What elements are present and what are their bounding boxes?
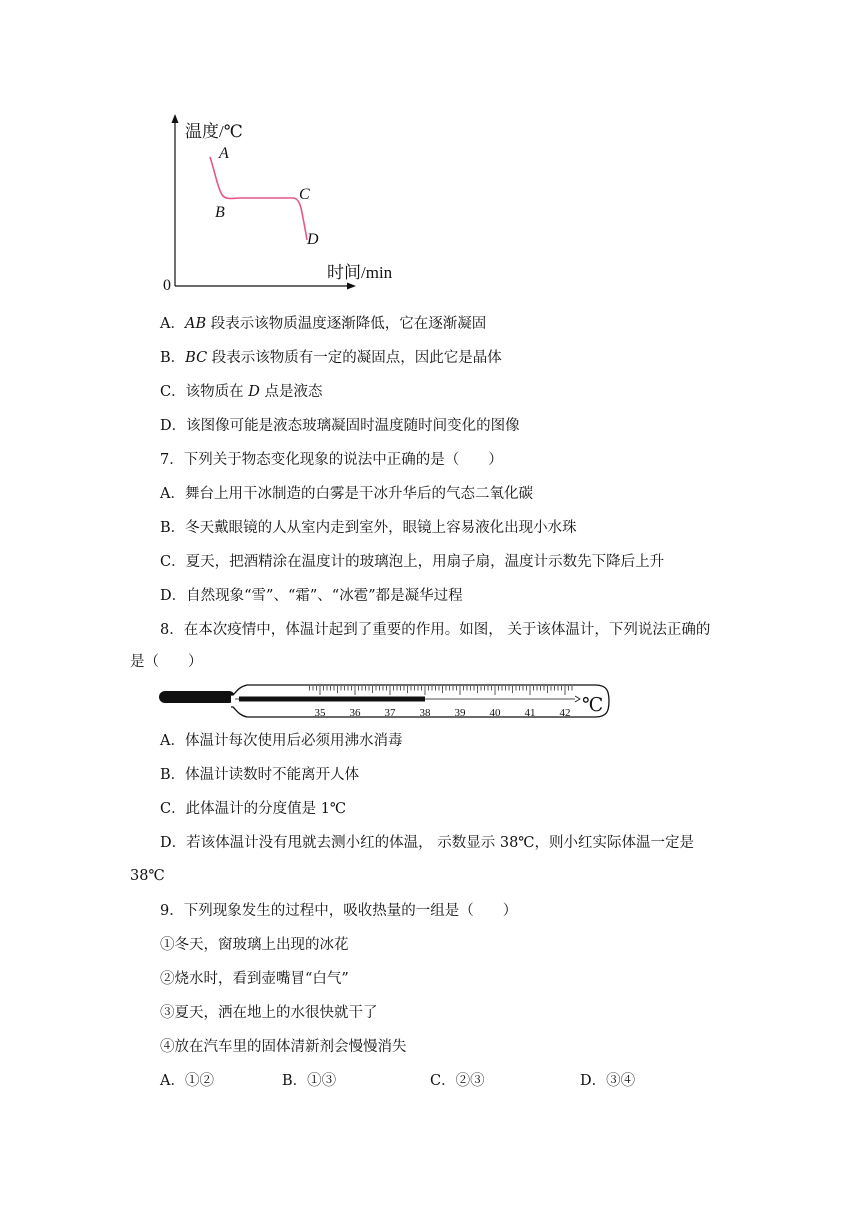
q6-option-a bbox=[160, 314, 486, 334]
temperature-time-graph bbox=[155, 110, 415, 300]
q7-stem: 7．下列关于物态变化现象的说法中正确的是（ ） bbox=[160, 452, 503, 468]
q9-stem: 9．下列现象发生的过程中，吸收热量的一组是（ ） bbox=[160, 903, 518, 919]
q9-item-4: ④放在汽车里的固体清新剂会慢慢消失 bbox=[160, 1039, 407, 1055]
tick-label-35: 35 bbox=[314, 707, 326, 719]
q8-option-b: B．体温计读数时不能离开人体 bbox=[160, 767, 360, 783]
q6-option-a-italic: AB bbox=[184, 316, 207, 332]
q8-option-c: C．此体温计的分度值是 1℃ bbox=[160, 801, 347, 817]
point-d-label: D bbox=[307, 231, 319, 248]
x-axis-arrow bbox=[347, 283, 356, 290]
cooling-curve bbox=[210, 157, 307, 240]
q6-option-c-italic: D bbox=[248, 384, 260, 400]
tick-label-41: 41 bbox=[524, 707, 536, 719]
point-b-label: B bbox=[215, 204, 225, 221]
q7-option-c: C．夏天，把酒精涂在温度计的玻璃泡上，用扇子扇，温度计示数先下降后上升 bbox=[160, 554, 665, 570]
q6-option-d-prefix: D． bbox=[160, 418, 187, 434]
q6-option-a-prefix: A． bbox=[160, 316, 185, 332]
q8-option-a: A．体温计每次使用后必须用沸水消毒 bbox=[160, 733, 403, 749]
q6-option-a-text: 段表示该物质温度逐渐降低，它在逐渐凝固 bbox=[206, 316, 487, 332]
thermometer-bulb bbox=[159, 691, 235, 703]
q6-option-c bbox=[160, 382, 322, 402]
mercury-column bbox=[239, 697, 425, 702]
clinical-thermometer bbox=[155, 681, 615, 723]
q6-option-d bbox=[160, 416, 520, 436]
q7-option-d: D．自然现象“雪”、“霜”、“冰雹”都是凝华过程 bbox=[160, 588, 463, 604]
q6-option-d-text: 该图像可能是液态玻璃凝固时温度随时间变化的图像 bbox=[186, 418, 520, 434]
q6-option-c-prefix: C．该物质在 bbox=[160, 384, 249, 400]
q8-option-d: D．若该体温计没有甩就去测小红的体温， 示数显示 38℃，则小红实际体温一定是 bbox=[160, 835, 695, 851]
tick-label-39: 39 bbox=[454, 707, 466, 719]
q7-option-a: A．舞台上用干冰制造的白雾是干冰升华后的气态二氧化碳 bbox=[160, 486, 533, 502]
q9-item-2: ②烧水时，看到壶嘴冒“白气” bbox=[160, 971, 349, 987]
tick-label-37: 37 bbox=[384, 707, 396, 719]
x-axis-label: 时间/min bbox=[327, 263, 393, 282]
q8-option-d-wrap: 38℃ bbox=[130, 868, 165, 884]
q9-option-b: B．①③ bbox=[282, 1073, 337, 1089]
q6-option-b-text: 段表示该物质有一定的凝固点，因此它是晶体 bbox=[207, 350, 502, 366]
q6-option-b bbox=[160, 348, 502, 368]
tick-label-36: 36 bbox=[349, 707, 361, 719]
q9-item-3: ③夏天，洒在地上的水很快就干了 bbox=[160, 1005, 378, 1021]
tick-label-38: 38 bbox=[419, 707, 431, 719]
origin-label: 0 bbox=[163, 277, 171, 294]
q6-option-b-prefix: B． bbox=[160, 350, 186, 366]
q9-option-d: D．③④ bbox=[580, 1073, 636, 1089]
q8-stem-line1: 8．在本次疫情中，体温计起到了重要的作用。如图， 关于该体温计，下列说法正确的 bbox=[160, 622, 711, 638]
q6-option-b-italic: BC bbox=[185, 350, 208, 366]
q8-stem-line2: 是（ ） bbox=[130, 654, 203, 670]
y-axis-arrow bbox=[172, 114, 179, 123]
q9-option-a: A．①② bbox=[160, 1073, 214, 1089]
tick-label-40: 40 bbox=[489, 707, 501, 719]
q7-option-b: B．冬天戴眼镜的人从室内走到室外，眼镜上容易液化出现小水珠 bbox=[160, 520, 577, 536]
q9-item-1: ①冬天，窗玻璃上出现的冰花 bbox=[160, 937, 349, 953]
unit-label: ℃ bbox=[582, 695, 604, 716]
tick-label-42: 42 bbox=[559, 707, 571, 719]
q9-option-c: C．②③ bbox=[430, 1073, 485, 1089]
q6-option-c-text: 点是液态 bbox=[259, 384, 323, 400]
point-a-label: A bbox=[219, 145, 229, 162]
point-c-label: C bbox=[299, 186, 310, 203]
y-axis-label: 温度/℃ bbox=[185, 122, 243, 141]
